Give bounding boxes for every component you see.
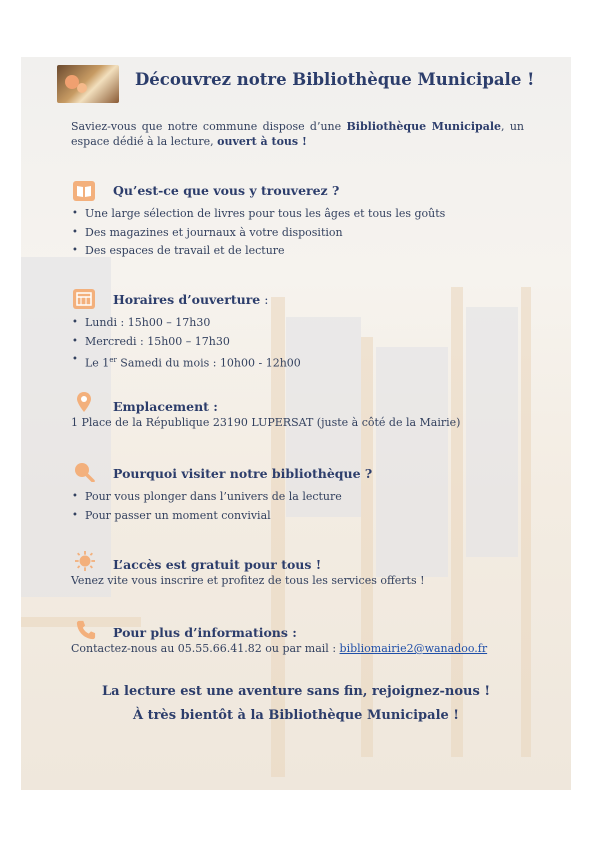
calendar-icon [73, 289, 95, 309]
section-title-offer: Qu’est-ce que vous y trouverez ? [113, 183, 340, 198]
address-text: 1 Place de la République 23190 LUPERSAT (juste à côté de la Mairie) [71, 416, 461, 429]
closing-line-2: À très bientôt à la Bibliothèque Municipale ! [132, 708, 460, 723]
list-item: • Le 1er Samedi du mois : 10h00 - 12h00 [85, 351, 301, 370]
section-title-free: L’accès est gratuit pour tous ! [113, 557, 322, 572]
intro-paragraph: Saviez-vous que notre commune dispose d’une Bibliothèque Municipale, un espace dédié à la lecture, ouvert à tous ! [71, 120, 524, 148]
list-item: • Lundi : 15h00 – 17h30 [85, 314, 301, 333]
list-item: • Des magazines et journaux à votre disposition [85, 224, 445, 243]
hours-list [71, 314, 301, 370]
why-list [71, 488, 342, 525]
email-link[interactable]: bibliomairie2@wanadoo.fr [339, 642, 488, 655]
phone-icon [75, 620, 97, 640]
offer-list [71, 205, 445, 261]
sun-icon [74, 551, 96, 571]
page-title: Découvrez notre Bibliothèque Municipale ! [135, 70, 535, 89]
list-item: • Une large sélection de livres pour tous les âges et tous les goûts [85, 205, 445, 224]
list-item: • Des espaces de travail et de lecture [85, 242, 445, 261]
list-item: • Mercredi : 15h00 – 17h30 [85, 333, 301, 352]
book-icon [73, 181, 95, 201]
contact-text: Contactez-nous au 05.55.66.41.82 ou par mail : bibliomairie2@wanadoo.fr [71, 642, 488, 655]
section-title-location: Emplacement : [113, 399, 218, 414]
list-item: • Pour vous plonger dans l’univers de la lecture [85, 488, 342, 507]
free-text: Venez vite vous inscrire et profitez de tous les services offerts ! [71, 574, 425, 587]
section-title-hours: Horaires d’ouverture : [113, 292, 269, 307]
section-title-contact: Pour plus d’informations : [113, 625, 297, 640]
list-item: • Pour passer un moment convivial [85, 507, 342, 526]
closing-line-1: La lecture est une aventure sans fin, rejoignez-nous ! [101, 684, 491, 699]
section-title-why: Pourquoi visiter notre bibliothèque ? [113, 466, 373, 481]
books-photo [57, 65, 119, 103]
magnifier-icon [73, 462, 95, 482]
map-pin-icon [76, 391, 92, 413]
